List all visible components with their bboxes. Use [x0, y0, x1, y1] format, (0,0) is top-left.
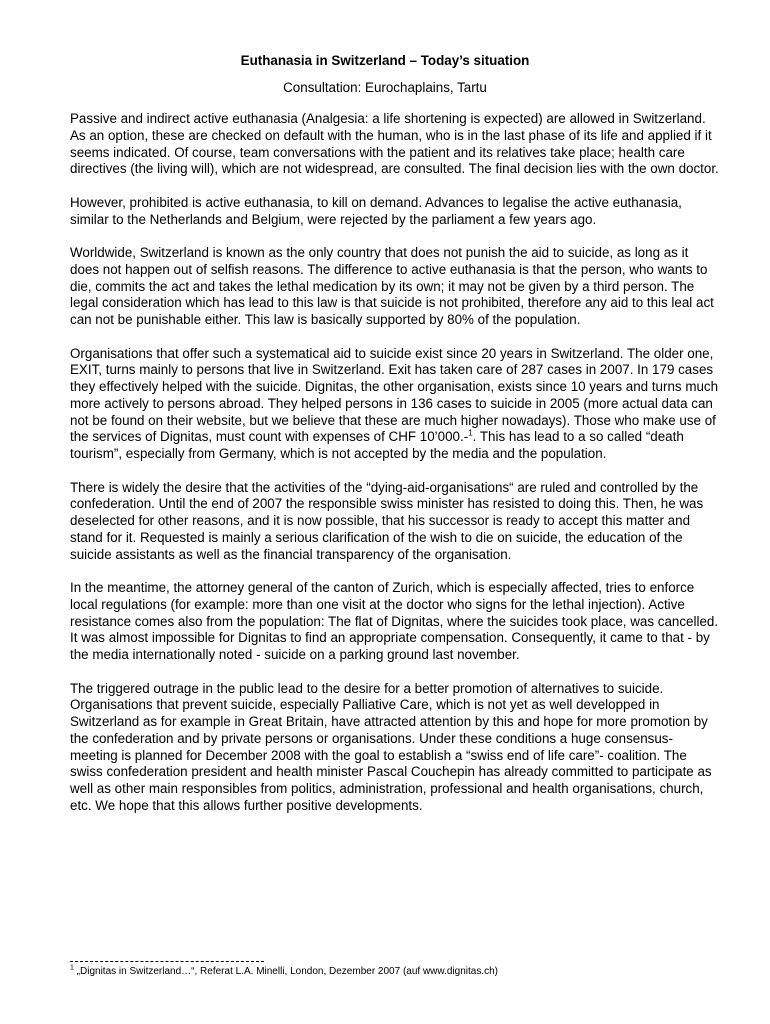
paragraph-organisations-text-end: . This has lead to a so called “death tourism”, especially from Germany, which is not accepted by the media and the population. — [70, 429, 684, 461]
paragraph-passive-euthanasia: Passive and indirect active euthanasia (Analgesia: a life shortening is expected) are allowed in Switzerland. As an option, these are checked on default with the human, who is in the last phase of its life and applied if it seems indicated. Of course, team conversations with the patient and its relatives take place; health care directives (the living will), which are not widespread, are consulted. The final decision lies with the own doctor. — [70, 111, 719, 177]
document-body — [70, 111, 720, 831]
paragraph-regulation-desire: There is widely the desire that the activities of the “dying-aid-organisations“ are ruled and controlled by the confederation. Until the end of 2007 the responsible swiss minister has resisted to doing this. Then, he was deselected for other reasons, and it is now possible, that his successor is ready to accept this matter and stand for it. Requested is mainly a serious clarification of the wish to die on suicide, the education of the suicide assistants as well as the financial transparency of the organisation. — [70, 479, 704, 562]
footnote-number: 1 — [70, 964, 74, 972]
paragraph-organisations — [70, 346, 720, 463]
footnote-text: „Dignitas in Switzerland…“, Referat L.A. Minelli, London, Dezember 2007 (auf www.dignitas.ch) — [73, 966, 498, 977]
page-title: Euthanasia in Switzerland – Today’s situation — [240, 53, 530, 68]
paragraph-zurich: In the meantime, the attorney general of the canton of Zurich, which is especially affected, tries to enforce local regulations (for example: more than one visit at the doctor who signs for the lethal injection). Active resistance comes also from the population: The flat of Dignitas, where the suicides took place, was cancelled. It was almost impossible for Dignitas to find an appropriate compensation. Consequently, it came to that - by the media internationally noted - suicide on a parking ground last november. — [70, 580, 719, 662]
paragraph-organisations-text: Organisations that offer such a systematical aid to suicide exist since 20 years in Switzerland. The older one, EXIT, turns mainly to persons that live in Switzerland. Exit has taken care of 287 cases in 2007. In 179 cases they effectively helped with the suicide. Dignitas, the other organisation, exists since 10 years and turns much more actively to persons abroad. They helped persons in 136 cases to suicide in 2005 (more actual data can not be found on their website, but we believe that these are much higher nowadays). Those who make use of the services of Dignitas, must count with expenses of CHF 10’000.- — [70, 345, 719, 445]
paragraph-aid-to-suicide: Worldwide, Switzerland is known as the only country that does not punish the aid to suicide, as long as it does not happen out of selfish reasons. The difference to active euthanasia is that the person, who wants to die, commits the act and takes the lethal medication by its own; it may not be given by a third person. The legal consideration which has lead to this law is that suicide is not prohibited, therefore any aid to this leal act can not be punishable either. This law is basically supported by 80% of the population. — [70, 245, 714, 327]
paragraph-palliative-care: The triggered outrage in the public lead to the desire for a better promotion of alternatives to suicide. Organisations that prevent suicide, especially Palliative Care, which is not yet as well developped in Switzerland as for example in Great Britain, have attracted attention by this and hope for more promotion by the confederation and by private persons or organisations. Under these conditions a huge consensus-meeting is planned for December 2008 with the goal to establish a “swiss end of life care”- coalition. The swiss confederation president and health minister Pascal Couchepin has already committed to participate as well as other main responsibles from politics, administration, professional and health organisations, church, etc. We hope that this allows further positive developments. — [70, 680, 712, 813]
paragraph-active-euthanasia: However, prohibited is active euthanasia, to kill on demand. Advances to legalise the active euthanasia, similar to the Netherlands and Belgium, were rejected by the parliament a few years ago. — [70, 194, 682, 227]
footnote — [70, 965, 720, 978]
footnote-divider — [70, 961, 264, 962]
footnote-reference: 1 — [468, 428, 473, 438]
page-subtitle: Consultation: Eurochaplains, Tartu — [283, 80, 487, 95]
